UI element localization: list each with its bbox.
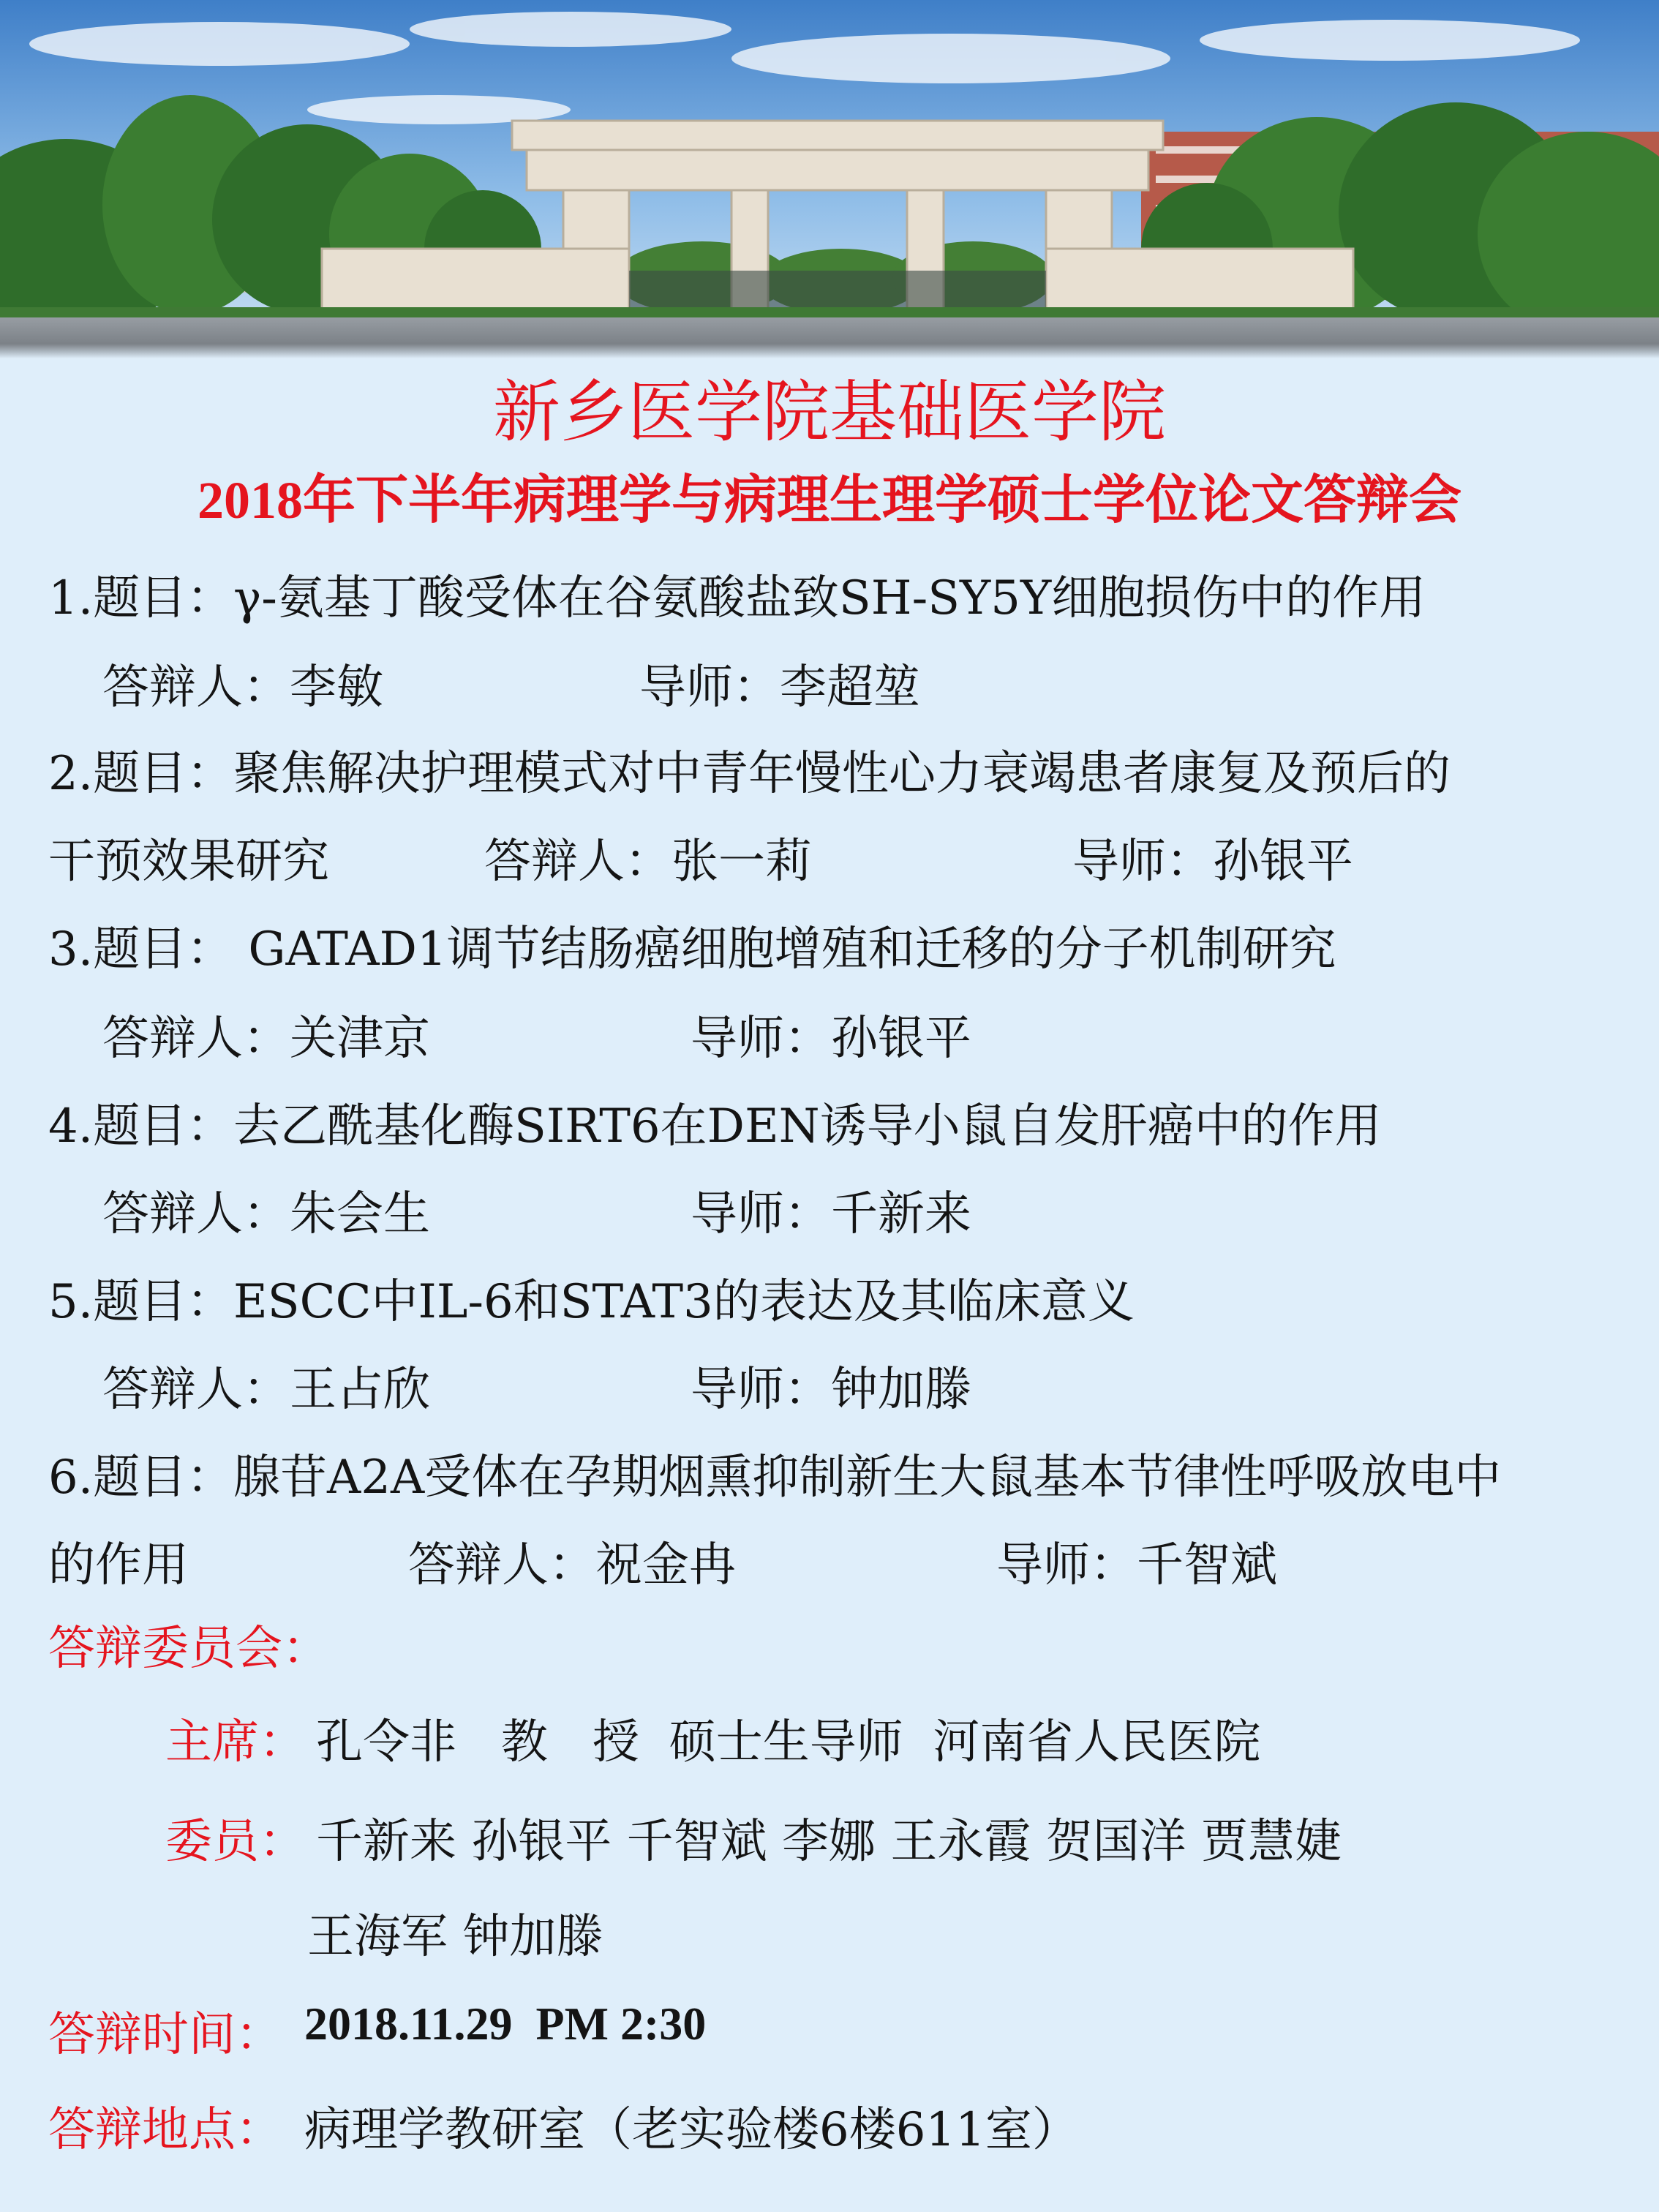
campus-gate-photo <box>0 0 1659 358</box>
defense-3-advisor: 导师：孙银平 <box>691 1012 971 1066</box>
defense-6-title-cont: 的作用 <box>48 1538 189 1592</box>
time-value: 2018.11.29 PM 2:30 <box>304 1998 707 2050</box>
committee-chair: 孔令非 教 授 硕士生导师 河南省人民医院 <box>316 1715 1261 1769</box>
defense-4-advisor: 导师：千新来 <box>691 1187 971 1241</box>
defense-4-defender: 答辩人：朱会生 <box>102 1187 430 1241</box>
defense-4-title: 4.题目：去乙酰基化酶SIRT6在DEN诱导小鼠自发肝癌中的作用 <box>48 1099 1382 1154</box>
defense-3-defender: 答辩人：关津京 <box>102 1012 430 1066</box>
defense-6-advisor: 导师：千智斌 <box>996 1538 1277 1592</box>
committee-members-label: 委员： <box>165 1815 306 1869</box>
page-subtitle: 2018年下半年病理学与病理生理学硕士学位论文答辩会 <box>197 471 1462 530</box>
time-label: 答辩时间： <box>48 2008 282 2062</box>
committee-heading: 答辩委员会： <box>48 1622 329 1676</box>
hedge <box>0 307 1659 317</box>
defense-1-title: 1.题目：γ-氨基丁酸受体在谷氨酸盐致SH-SY5Y细胞损伤中的作用 <box>48 571 1426 625</box>
defense-1-defender: 答辩人：李敏 <box>102 661 383 715</box>
defense-6-defender: 答辩人：祝金冉 <box>408 1538 736 1592</box>
defense-3-title: 3.题目： GATAD1调节结肠癌细胞增殖和迁移的分子机制研究 <box>48 922 1336 977</box>
place-label: 答辩地点： <box>48 2103 282 2157</box>
defense-2-title: 2.题目：聚焦解决护理模式对中青年慢性心力衰竭患者康复及预后的 <box>48 747 1451 801</box>
committee-chair-label: 主席： <box>165 1715 306 1769</box>
page-title: 新乡医学院基础医学院 <box>492 373 1166 451</box>
defense-2-title-cont: 干预效果研究 <box>48 835 329 889</box>
defense-2-advisor: 导师：孙银平 <box>1072 835 1353 889</box>
defense-6-title: 6.题目：腺苷A2A受体在孕期烟熏抑制新生大鼠基本节律性呼吸放电中 <box>48 1451 1502 1505</box>
committee-members-cont: 王海军 钟加滕 <box>307 1910 603 1964</box>
defense-2-defender: 答辩人：张一莉 <box>484 835 812 889</box>
defense-5-defender: 答辩人：王占欣 <box>102 1363 430 1417</box>
place-value: 病理学教研室（老实验楼6楼611室） <box>304 2103 1079 2157</box>
defense-1-advisor: 导师：李超堃 <box>639 661 920 715</box>
defense-5-advisor: 导师：钟加滕 <box>691 1363 971 1417</box>
defense-5-title: 5.题目：ESCC中IL-6和STAT3的表达及其临床意义 <box>48 1275 1135 1329</box>
committee-members: 千新来 孙银平 千智斌 李娜 王永霞 贺国洋 贾慧婕 <box>316 1815 1342 1869</box>
